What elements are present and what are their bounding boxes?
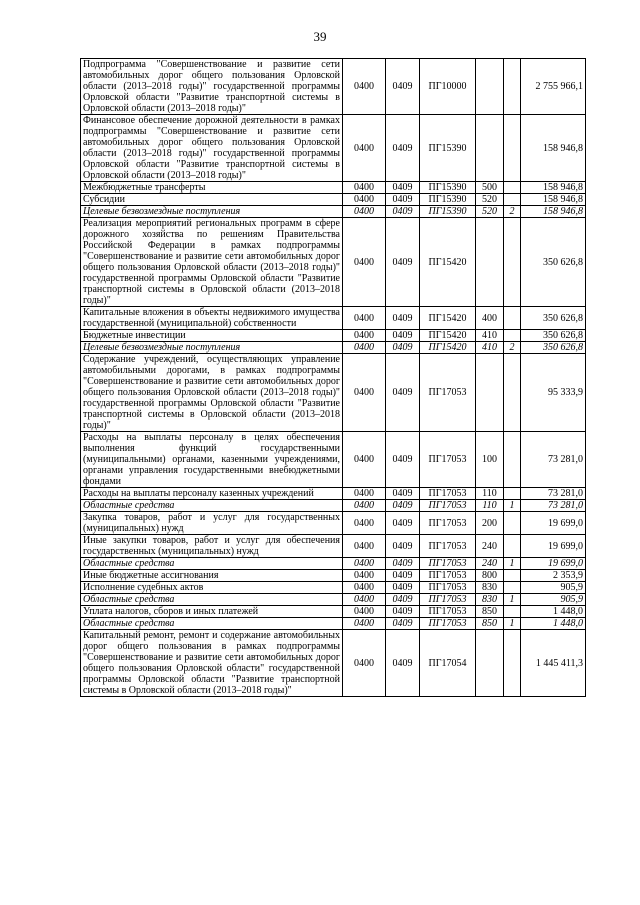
subsection-code: 0409 [386, 594, 420, 606]
target-article-code: ПГ15390 [420, 115, 476, 182]
section-code: 0400 [343, 182, 386, 194]
row-name: Субсидии [81, 194, 343, 206]
table-row [81, 307, 586, 330]
funding-source-code [504, 330, 521, 342]
table-row [81, 488, 586, 500]
table-row [81, 512, 586, 535]
section-code: 0400 [343, 342, 386, 354]
target-article-code: ПГ15420 [420, 342, 476, 354]
expense-type-code: 800 [476, 570, 504, 582]
target-article-code: ПГ17053 [420, 570, 476, 582]
subsection-code: 0409 [386, 570, 420, 582]
row-name: Межбюджетные трансферты [81, 182, 343, 194]
subsection-code: 0409 [386, 630, 420, 697]
table-row [81, 630, 586, 697]
section-code: 0400 [343, 582, 386, 594]
section-code: 0400 [343, 307, 386, 330]
section-code: 0400 [343, 535, 386, 558]
target-article-code: ПГ17053 [420, 354, 476, 432]
funding-source-code [504, 488, 521, 500]
subsection-code: 0409 [386, 582, 420, 594]
funding-source-code [504, 512, 521, 535]
subsection-code: 0409 [386, 307, 420, 330]
amount: 2 353,9 [521, 570, 586, 582]
row-name: Областные средства [81, 500, 343, 512]
section-code: 0400 [343, 194, 386, 206]
subsection-code: 0409 [386, 59, 420, 115]
funding-source-code [504, 630, 521, 697]
expense-type-code: 520 [476, 194, 504, 206]
row-name: Иные бюджетные ассигнования [81, 570, 343, 582]
section-code: 0400 [343, 432, 386, 488]
expense-type-code [476, 218, 504, 307]
section-code: 0400 [343, 206, 386, 218]
target-article-code: ПГ10000 [420, 59, 476, 115]
funding-source-code [504, 59, 521, 115]
expense-type-code [476, 115, 504, 182]
amount: 2 755 966,1 [521, 59, 586, 115]
table-row [81, 594, 586, 606]
target-article-code: ПГ15390 [420, 182, 476, 194]
row-name: Областные средства [81, 594, 343, 606]
row-name: Исполнение судебных актов [81, 582, 343, 594]
amount: 350 626,8 [521, 342, 586, 354]
expense-type-code: 850 [476, 606, 504, 618]
subsection-code: 0409 [386, 330, 420, 342]
budget-table [80, 58, 586, 697]
amount: 73 281,0 [521, 432, 586, 488]
table-row [81, 194, 586, 206]
section-code: 0400 [343, 500, 386, 512]
amount: 1 448,0 [521, 618, 586, 630]
target-article-code: ПГ15420 [420, 330, 476, 342]
table-row [81, 582, 586, 594]
amount: 19 699,0 [521, 535, 586, 558]
expense-type-code [476, 354, 504, 432]
subsection-code: 0409 [386, 354, 420, 432]
section-code: 0400 [343, 59, 386, 115]
table-row [81, 182, 586, 194]
section-code: 0400 [343, 606, 386, 618]
funding-source-code [504, 570, 521, 582]
target-article-code: ПГ17053 [420, 432, 476, 488]
row-name: Капитальный ремонт, ремонт и содержание автомобильных дорог общего пользования в рамках подпрограммы "Совершенствование и развитие сети автомобильных дорог общего пользования Орловской области" государственной программы Орловской области "Развитие транспортной системы в Орловской области (2013–2018 годы)" [81, 630, 343, 697]
expense-type-code: 110 [476, 500, 504, 512]
expense-type-code: 850 [476, 618, 504, 630]
target-article-code: ПГ15390 [420, 206, 476, 218]
funding-source-code: 1 [504, 558, 521, 570]
funding-source-code: 1 [504, 500, 521, 512]
expense-type-code: 100 [476, 432, 504, 488]
section-code: 0400 [343, 594, 386, 606]
expense-type-code: 240 [476, 535, 504, 558]
target-article-code: ПГ15390 [420, 194, 476, 206]
row-name: Уплата налогов, сборов и иных платежей [81, 606, 343, 618]
table-row [81, 432, 586, 488]
section-code: 0400 [343, 115, 386, 182]
table-row [81, 59, 586, 115]
expense-type-code: 410 [476, 330, 504, 342]
subsection-code: 0409 [386, 115, 420, 182]
target-article-code: ПГ17053 [420, 488, 476, 500]
target-article-code: ПГ15420 [420, 218, 476, 307]
amount: 1 448,0 [521, 606, 586, 618]
amount: 19 699,0 [521, 558, 586, 570]
amount: 1 445 411,3 [521, 630, 586, 697]
expense-type-code: 410 [476, 342, 504, 354]
row-name: Иные закупки товаров, работ и услуг для обеспечения государственных (муниципальных) нужд [81, 535, 343, 558]
table-row [81, 330, 586, 342]
target-article-code: ПГ17053 [420, 618, 476, 630]
target-article-code: ПГ17053 [420, 558, 476, 570]
table-row [81, 206, 586, 218]
funding-source-code [504, 307, 521, 330]
amount: 905,9 [521, 582, 586, 594]
table-row [81, 606, 586, 618]
target-article-code: ПГ17053 [420, 500, 476, 512]
expense-type-code: 500 [476, 182, 504, 194]
row-name: Закупка товаров, работ и услуг для государственных (муниципальных) нужд [81, 512, 343, 535]
table-row [81, 354, 586, 432]
table-row [81, 535, 586, 558]
section-code: 0400 [343, 488, 386, 500]
funding-source-code [504, 582, 521, 594]
amount: 95 333,9 [521, 354, 586, 432]
funding-source-code [504, 218, 521, 307]
subsection-code: 0409 [386, 512, 420, 535]
funding-source-code [504, 535, 521, 558]
expense-type-code: 400 [476, 307, 504, 330]
subsection-code: 0409 [386, 488, 420, 500]
row-name: Подпрограмма "Совершенствование и развитие сети автомобильных дорог общего пользования Орловской области (2013–2018 годы)" государственной программы Орловской области "Развитие транспортной системы в Орловской области (2013–2018 годы)" [81, 59, 343, 115]
funding-source-code [504, 606, 521, 618]
section-code: 0400 [343, 330, 386, 342]
target-article-code: ПГ17053 [420, 606, 476, 618]
expense-type-code: 520 [476, 206, 504, 218]
amount: 19 699,0 [521, 512, 586, 535]
row-name: Областные средства [81, 618, 343, 630]
amount: 350 626,8 [521, 218, 586, 307]
target-article-code: ПГ17053 [420, 535, 476, 558]
expense-type-code [476, 630, 504, 697]
section-code: 0400 [343, 570, 386, 582]
funding-source-code [504, 194, 521, 206]
target-article-code: ПГ17053 [420, 594, 476, 606]
table-row [81, 218, 586, 307]
table-row [81, 618, 586, 630]
funding-source-code: 1 [504, 618, 521, 630]
row-name: Содержание учреждений, осуществляющих управление автомобильными дорогами, в рамках подпрограммы "Совершенствование и развитие сети автомобильных дорог общего пользования Орловской области (2013–2018 годы)" государственной программы Орловской области "Развитие транспортной системы в Орловской области (2013–2018 годы)" [81, 354, 343, 432]
amount: 158 946,8 [521, 194, 586, 206]
row-name: Областные средства [81, 558, 343, 570]
row-name: Финансовое обеспечение дорожной деятельности в рамках подпрограммы "Совершенствование и развитие сети автомобильных дорог общего пользования Орловской области (2013–2018 годы)" государственной программы Орловской области "Развитие транспортной системы в Орловской области (2013–2018 годы)" [81, 115, 343, 182]
table-row [81, 500, 586, 512]
expense-type-code [476, 59, 504, 115]
expense-type-code: 830 [476, 594, 504, 606]
target-article-code: ПГ17053 [420, 512, 476, 535]
target-article-code: ПГ15420 [420, 307, 476, 330]
row-name: Целевые безвозмездные поступления [81, 342, 343, 354]
amount: 905,9 [521, 594, 586, 606]
subsection-code: 0409 [386, 432, 420, 488]
subsection-code: 0409 [386, 342, 420, 354]
amount: 350 626,8 [521, 307, 586, 330]
page-number: 39 [313, 29, 327, 44]
row-name: Расходы на выплаты персоналу в целях обеспечения выполнения функций государственными (муниципальными) органами, казенными учреждениями, органами управления государственными внебюджетными фондами [81, 432, 343, 488]
budget-table-body [81, 59, 586, 697]
amount: 158 946,8 [521, 182, 586, 194]
expense-type-code: 200 [476, 512, 504, 535]
expense-type-code: 110 [476, 488, 504, 500]
section-code: 0400 [343, 558, 386, 570]
row-name: Бюджетные инвестиции [81, 330, 343, 342]
target-article-code: ПГ17054 [420, 630, 476, 697]
amount: 158 946,8 [521, 206, 586, 218]
subsection-code: 0409 [386, 500, 420, 512]
funding-source-code: 2 [504, 342, 521, 354]
row-name: Расходы на выплаты персоналу казенных учреждений [81, 488, 343, 500]
subsection-code: 0409 [386, 606, 420, 618]
amount: 158 946,8 [521, 115, 586, 182]
amount: 73 281,0 [521, 500, 586, 512]
subsection-code: 0409 [386, 535, 420, 558]
subsection-code: 0409 [386, 618, 420, 630]
funding-source-code [504, 115, 521, 182]
section-code: 0400 [343, 512, 386, 535]
funding-source-code: 2 [504, 206, 521, 218]
funding-source-code [504, 182, 521, 194]
table-row [81, 342, 586, 354]
section-code: 0400 [343, 630, 386, 697]
expense-type-code: 830 [476, 582, 504, 594]
target-article-code: ПГ17053 [420, 582, 476, 594]
row-name: Целевые безвозмездные поступления [81, 206, 343, 218]
amount: 73 281,0 [521, 488, 586, 500]
table-row [81, 558, 586, 570]
row-name: Капитальные вложения в объекты недвижимого имущества государственной (муниципальной) собственности [81, 307, 343, 330]
funding-source-code [504, 432, 521, 488]
row-name: Реализация мероприятий региональных программ в сфере дорожного хозяйства по решениям Правительства Российской Федерации в рамках подпрограммы "Совершенствование и развитие сети автомобильных дорог общего пользования Орловской области (2013–2018 годы)" государственной программы Орловской области "Развитие транспортной системы в Орловской области (2013–2018 годы)" [81, 218, 343, 307]
subsection-code: 0409 [386, 206, 420, 218]
section-code: 0400 [343, 354, 386, 432]
subsection-code: 0409 [386, 182, 420, 194]
funding-source-code: 1 [504, 594, 521, 606]
amount: 350 626,8 [521, 330, 586, 342]
subsection-code: 0409 [386, 558, 420, 570]
section-code: 0400 [343, 618, 386, 630]
section-code: 0400 [343, 218, 386, 307]
table-row [81, 570, 586, 582]
funding-source-code [504, 354, 521, 432]
subsection-code: 0409 [386, 218, 420, 307]
table-row [81, 115, 586, 182]
expense-type-code: 240 [476, 558, 504, 570]
subsection-code: 0409 [386, 194, 420, 206]
